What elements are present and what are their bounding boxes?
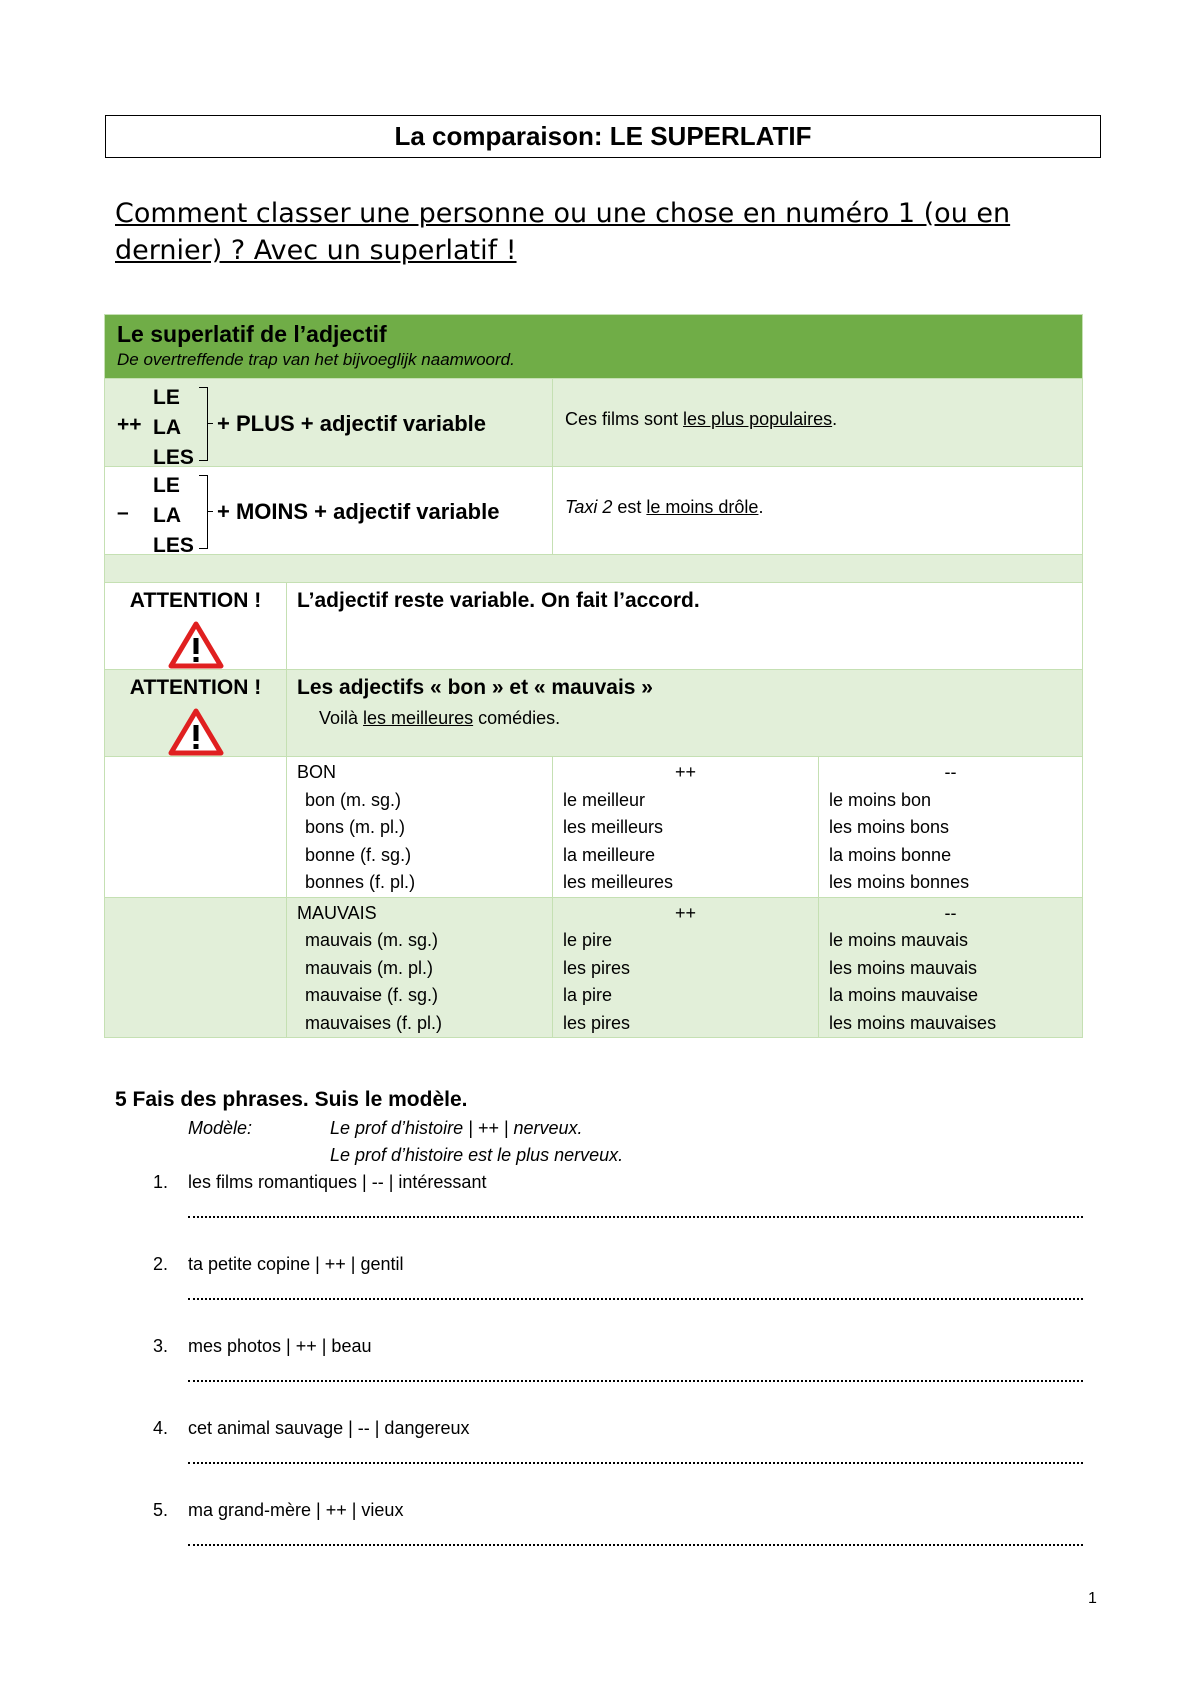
item-number: 3. — [153, 1336, 169, 1356]
bon-minus-forms: -- le moins bon les moins bons la moins bonne les moins bonnes — [819, 757, 1083, 898]
exercise-item — [115, 1418, 1095, 1500]
article-le: LE — [153, 386, 180, 409]
plus-rule-row — [105, 379, 1083, 467]
minus-articles — [153, 471, 194, 561]
item-prompt: les films romantiques | -- | intéressant — [188, 1172, 487, 1192]
attention-label: ATTENTION ! — [129, 589, 262, 612]
model-example — [115, 1118, 1095, 1172]
plus-example: Ces films sont les plus populaires. — [553, 379, 1083, 467]
minus-example: Taxi 2 est le moins drôle. — [553, 467, 1083, 555]
table-header-subtitle: De overtreffende trap van het bijvoeglijk naamwoord. — [117, 350, 515, 369]
exercise-section — [115, 1088, 1095, 1582]
article-la: LA — [153, 416, 181, 439]
item-number: 1. — [153, 1172, 169, 1192]
attention-example: Voilà les meilleures comédies. — [319, 708, 561, 728]
answer-line[interactable] — [188, 1216, 1083, 1218]
answer-line[interactable] — [188, 1380, 1083, 1382]
attention-row-2 — [105, 670, 1083, 757]
document-title: La comparaison: LE SUPERLATIF — [105, 115, 1101, 158]
warning-icon — [168, 708, 224, 756]
mauvais-base-forms: MAUVAIS mauvais (m. sg.) mauvais (m. pl.) mauvaise (f. sg.) mauvaises (f. pl.) — [287, 897, 553, 1038]
plus-sign: ++ — [117, 413, 142, 436]
answer-line[interactable] — [188, 1544, 1083, 1546]
mauvais-plus-forms: ++ le pire les pires la pire les pires — [553, 897, 819, 1038]
bon-plus-forms: ++ le meilleur les meilleurs la meilleure les meilleures — [553, 757, 819, 898]
model-label: Modèle: — [188, 1118, 253, 1138]
table-header-title: Le superlatif de l’adjectif — [117, 321, 387, 347]
warning-icon — [168, 621, 224, 669]
exercise-item — [115, 1500, 1095, 1582]
article-les: LES — [153, 534, 194, 557]
exercise-item — [115, 1172, 1095, 1254]
plus-articles — [153, 383, 194, 473]
exercise-list — [115, 1172, 1095, 1582]
mauvais-forms-row — [105, 897, 1083, 1038]
item-number: 2. — [153, 1254, 169, 1274]
item-prompt: ma grand-mère | ++ | vieux — [188, 1500, 404, 1520]
plus-rule: + PLUS + adjectif variable — [217, 411, 487, 436]
exercise-item — [115, 1336, 1095, 1418]
bon-base-forms: BON bon (m. sg.) bons (m. pl.) bonne (f. sg.) bonnes (f. pl.) — [287, 757, 553, 898]
item-prompt: cet animal sauvage | -- | dangereux — [188, 1418, 470, 1438]
brace — [199, 387, 208, 461]
brace — [199, 475, 208, 549]
item-number: 4. — [153, 1418, 169, 1438]
minus-rule-row — [105, 467, 1083, 555]
model-answer: Le prof d’histoire est le plus nerveux. — [330, 1145, 624, 1165]
item-prompt: ta petite copine | ++ | gentil — [188, 1254, 404, 1274]
article-la: LA — [153, 504, 181, 527]
mauvais-minus-forms: -- le moins mauvais les moins mauvais la moins mauvaise les moins mauvaises — [819, 897, 1083, 1038]
attention-label: ATTENTION ! — [129, 676, 262, 699]
page-number: 1 — [1088, 1590, 1097, 1607]
spacer-row — [105, 555, 1083, 583]
bon-forms-row — [105, 757, 1083, 898]
answer-line[interactable] — [188, 1298, 1083, 1300]
item-number: 5. — [153, 1500, 169, 1520]
attention-text: L’adjectif reste variable. On fait l’accord. — [287, 583, 1083, 670]
table-header-row — [105, 315, 1083, 379]
attention-text: Les adjectifs « bon » et « mauvais » Voilà les meilleures comédies. — [287, 670, 1083, 757]
answer-line[interactable] — [188, 1462, 1083, 1464]
intro-question: Comment classer une personne ou une chose en numéro 1 (ou en dernier) ? Avec un superlatif ! — [115, 198, 1011, 266]
minus-rule: + MOINS + adjectif variable — [217, 499, 500, 524]
article-le: LE — [153, 474, 180, 497]
superlative-table — [104, 314, 1083, 1038]
article-les: LES — [153, 446, 194, 469]
minus-sign: – — [117, 501, 129, 524]
attention-row-1 — [105, 583, 1083, 670]
exercise-title: 5 Fais des phrases. Suis le modèle. — [115, 1088, 468, 1111]
item-prompt: mes photos | ++ | beau — [188, 1336, 372, 1356]
model-prompt: Le prof d’histoire | ++ | nerveux. — [330, 1118, 583, 1138]
exercise-item — [115, 1254, 1095, 1336]
